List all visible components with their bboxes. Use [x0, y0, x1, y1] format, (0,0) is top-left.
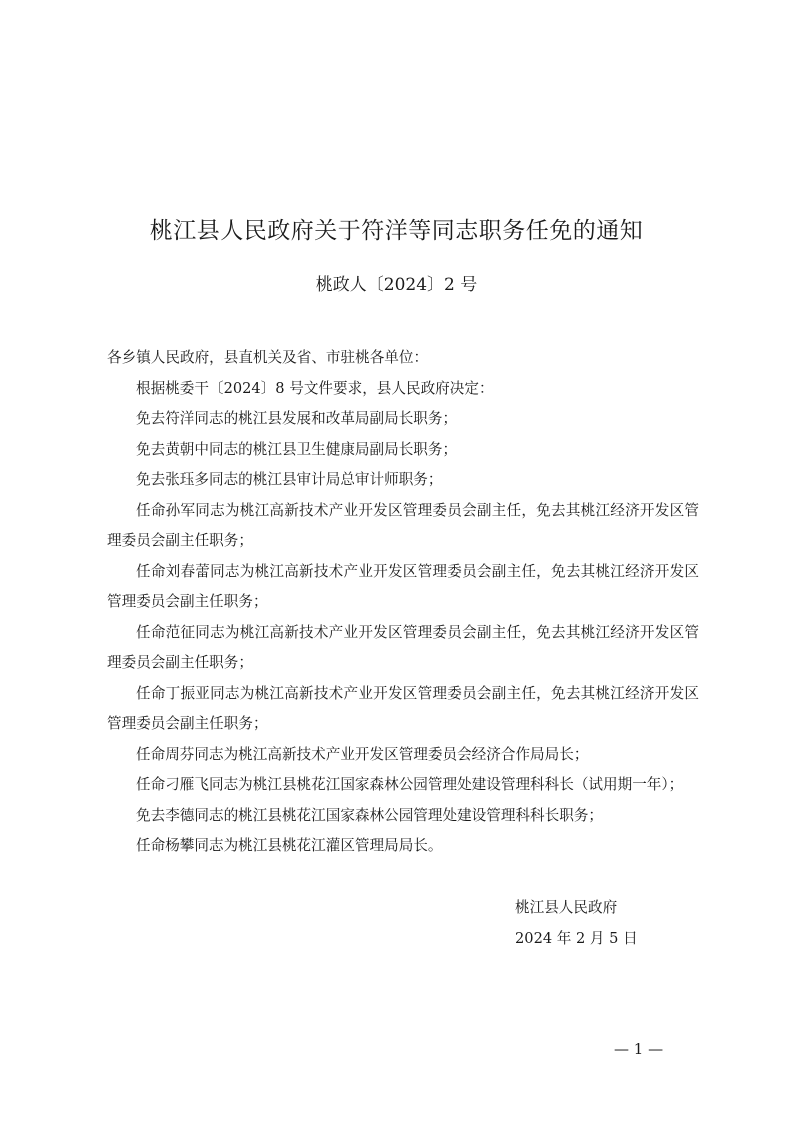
paragraph-item: 任命周芬同志为桃江高新技术产业开发区管理委员会经济合作局局长；	[136, 745, 589, 763]
document-body	[107, 343, 699, 862]
paragraph-item: 任命杨攀同志为桃江县桃花江灌区管理局局长。	[136, 837, 443, 854]
paragraph-item: 免去李德同志的桃江县桃花江国家森林公园管理处建设管理科科长职务；	[136, 806, 604, 824]
paragraph-basis: 根据桃委干〔2024〕8 号文件要求，县人民政府决定：	[136, 379, 494, 397]
page-number: — 1 —	[614, 1040, 664, 1058]
paragraph-item: 免去黄朝中同志的桃江县卫生健康局副局长职务；	[136, 440, 458, 458]
paragraph-item: 任命刘春蕾同志为桃江高新技术产业开发区管理委员会副主任，免去其桃江经济开发区管理委员会副主任职务；	[107, 562, 699, 610]
paragraph-item: 任命范征同志为桃江高新技术产业开发区管理委员会副主任，免去其桃江经济开发区管理委员会副主任职务；	[107, 623, 699, 671]
issue-date: 2024 年 2 月 5 日	[515, 929, 638, 947]
issuer-name: 桃江县人民政府	[515, 899, 618, 916]
salutation: 各乡镇人民政府，县直机关及省、市驻桃各单位：	[107, 349, 429, 366]
paragraph-item: 任命孙军同志为桃江高新技术产业开发区管理委员会副主任，免去其桃江经济开发区管理委员会副主任职务；	[107, 501, 699, 549]
paragraph-item: 任命刁雁飞同志为桃江县桃花江国家森林公园管理处建设管理科科长（试用期一年）；	[136, 776, 684, 793]
document-number: 桃政人〔2024〕2 号	[315, 275, 478, 295]
paragraph-item: 任命丁振亚同志为桃江高新技术产业开发区管理委员会副主任，免去其桃江经济开发区管理委员会副主任职务；	[107, 684, 699, 732]
signature-block	[515, 893, 638, 954]
paragraph-item: 免去张珏多同志的桃江县审计局总审计师职务；	[136, 471, 443, 488]
paragraph-item: 免去符洋同志的桃江县发展和改革局副局长职务；	[136, 410, 458, 427]
document-title: 桃江县人民政府关于符洋等同志职务任免的通知	[149, 218, 644, 244]
